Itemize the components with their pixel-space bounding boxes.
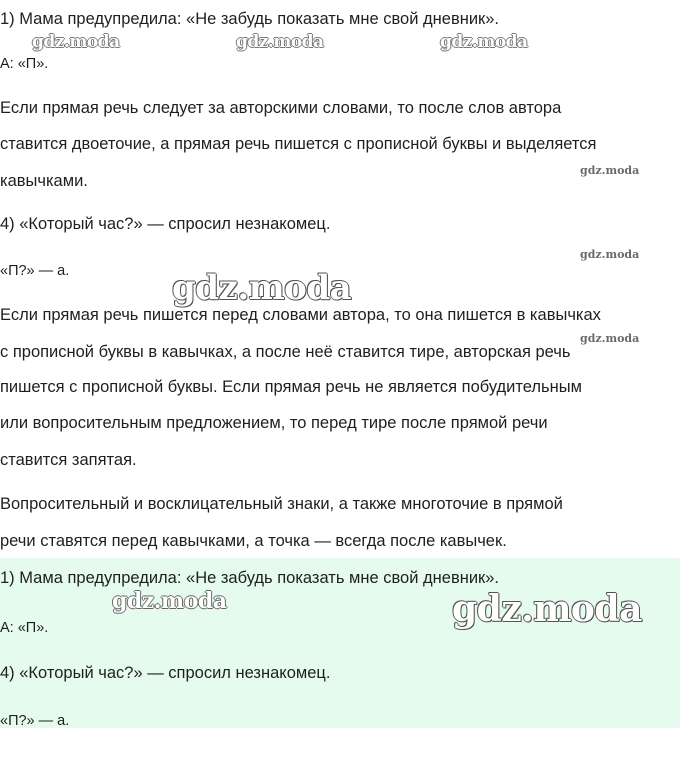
rule-2-line-5: ставится запятая. [0,451,137,469]
answer-block [0,558,680,728]
rule-3-line-2: речи ставятся перед кавычками, а точка — всегда после кавычек. [0,532,507,550]
answer-sentence-4: 4) «Который час?» — спросил незнакомец. [0,664,331,682]
watermark: gdz.moda [452,588,642,630]
watermark: gdz.moda [236,32,324,52]
watermark: gdz.moda [580,164,640,177]
sentence-4: 4) «Который час?» — спросил незнакомец. [0,215,331,233]
watermark: gdz.moda [440,32,528,52]
rule-1-line-2: ставится двоеточие, а прямая речь пишется с прописной буквы и выделяется [0,135,597,153]
watermark: gdz.moda [580,248,640,261]
rule-2-line-4: или вопросительным предложением, то перед тире после прямой речи [0,414,548,432]
rule-1-line-3: кавычками. [0,172,88,190]
rule-2-line-1: Если прямая речь пишется перед словами автора, то она пишется в кавычках [0,306,601,324]
rule-2-line-3: пишется с прописной буквы. Если прямая речь не является побудительным [0,378,582,396]
rule-2-line-2: с прописной буквы в кавычках, а после неё ставится тире, авторская речь [0,343,571,361]
rule-3-line-1: Вопросительный и восклицательный знаки, а также многоточие в прямой [0,495,563,513]
answer-scheme-1: А: «П». [0,620,49,636]
answer-sentence-1: 1) Мама предупредила: «Не забудь показать мне свой дневник». [0,569,500,587]
watermark: gdz.moda [172,268,352,308]
watermark: gdz.moda [112,588,227,614]
sentence-1: 1) Мама предупредила: «Не забудь показать мне свой дневник». [0,10,500,28]
rule-1-line-1: Если прямая речь следует за авторскими словами, то после слов автора [0,99,562,117]
answer-scheme-4: «П?» — а. [0,713,70,729]
scheme-1: А: «П». [0,56,49,72]
watermark: gdz.moda [32,32,120,52]
watermark: gdz.moda [580,332,640,345]
scheme-4: «П?» — а. [0,263,70,279]
